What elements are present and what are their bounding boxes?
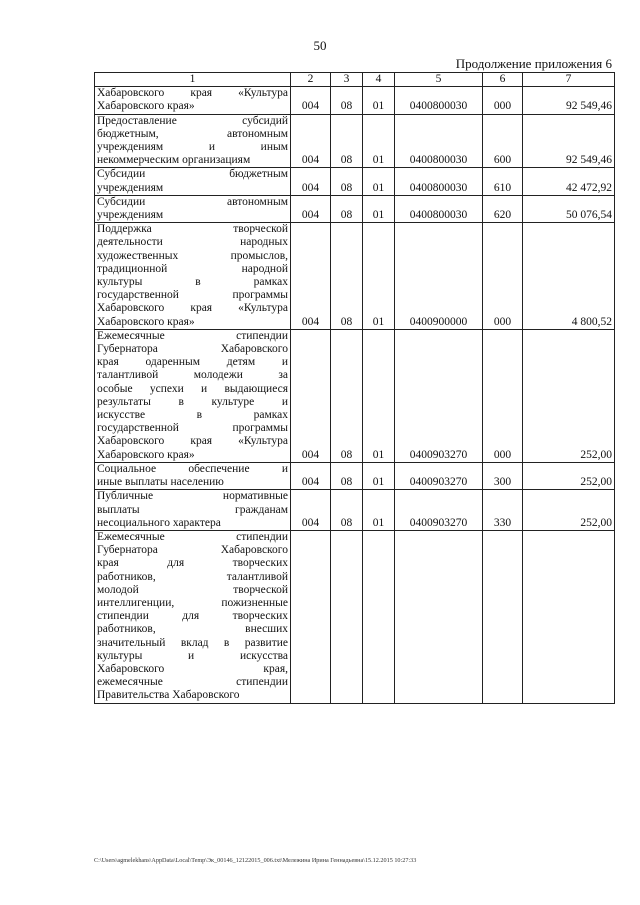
expense-type-cell: 300 <box>483 462 523 489</box>
section-code-cell: 08 <box>331 195 363 222</box>
target-article-cell: 0400800030 <box>395 114 483 168</box>
amount-cell <box>523 530 615 703</box>
expense-name-line: культуры и искусства <box>97 649 288 662</box>
column-header-7: 7 <box>523 73 615 87</box>
amount-cell: 92 549,46 <box>523 87 615 114</box>
expense-type-cell: 610 <box>483 168 523 195</box>
expense-name-line: деятельности народных <box>97 236 288 249</box>
ministry-code-cell: 004 <box>291 329 331 462</box>
expense-name-line: Социальное обеспечение и <box>97 462 288 475</box>
subsection-code-cell: 01 <box>363 462 395 489</box>
file-path-footer: C:\Users\agmelekhans\AppData\Local\Temp\Эк_00146_12122015_006.txt\Мележина Ирина Геннадьевна\15.12.2015 10:27:33 <box>94 857 417 864</box>
amount-cell: 4 800,52 <box>523 223 615 330</box>
expense-name-line: иные выплаты населению <box>97 476 224 489</box>
table-body <box>95 87 615 703</box>
expense-name-line: выплаты гражданам <box>97 503 288 516</box>
expense-name-line: Губернатора Хабаровского <box>97 343 288 356</box>
table-row <box>95 329 615 462</box>
expense-type-cell <box>483 530 523 703</box>
expense-name-line: результаты в культуре и <box>97 395 288 408</box>
expense-type-cell: 000 <box>483 223 523 330</box>
ministry-code-cell: 004 <box>291 114 331 168</box>
table-row <box>95 195 615 222</box>
expense-name-line: работников, талантливой <box>97 570 288 583</box>
expense-name-line: Ежемесячные стипендии <box>97 329 288 342</box>
table-row <box>95 114 615 168</box>
budget-table <box>94 72 615 704</box>
expense-name-line: края одаренным детям и <box>97 356 288 369</box>
ministry-code-cell: 004 <box>291 87 331 114</box>
expense-name-line: государственной программы <box>97 422 288 435</box>
amount-cell: 252,00 <box>523 490 615 531</box>
expense-name-line: интеллигенции, пожизненные <box>97 596 288 609</box>
table-header-row <box>95 73 615 87</box>
expense-name-line: учреждениям <box>97 209 164 222</box>
target-article-cell: 0400800030 <box>395 168 483 195</box>
expense-name-line: художественных промыслов, <box>97 249 288 262</box>
expense-name-line: Хабаровского края «Культура <box>97 87 288 100</box>
subsection-code-cell: 01 <box>363 490 395 531</box>
section-code-cell: 08 <box>331 329 363 462</box>
amount-cell: 252,00 <box>523 329 615 462</box>
expense-name-line: Хабаровского края, <box>97 662 288 675</box>
expense-name-cell <box>95 462 291 489</box>
expense-name-cell <box>95 195 291 222</box>
ministry-code-cell: 004 <box>291 195 331 222</box>
target-article-cell: 0400800030 <box>395 87 483 114</box>
expense-type-cell: 600 <box>483 114 523 168</box>
amount-cell: 42 472,92 <box>523 168 615 195</box>
section-code-cell: 08 <box>331 462 363 489</box>
expense-name-line: Поддержка творческой <box>97 223 288 236</box>
expense-name-line: учреждениям и иным <box>97 141 288 154</box>
expense-name-line: Предоставление субсидий <box>97 114 288 127</box>
section-code-cell <box>331 530 363 703</box>
ministry-code-cell <box>291 530 331 703</box>
expense-name-line: Хабаровского края» <box>97 448 195 461</box>
expense-name-line: Правительства Хабаровского <box>97 689 240 702</box>
expense-name-line: учреждениям <box>97 181 164 194</box>
table-row <box>95 530 615 703</box>
subsection-code-cell: 01 <box>363 114 395 168</box>
column-header-3: 3 <box>331 73 363 87</box>
table-row <box>95 87 615 114</box>
expense-name-line: Субсидии автономным <box>97 195 288 208</box>
expense-name-line: культуры в рамках <box>97 276 288 289</box>
section-code-cell: 08 <box>331 114 363 168</box>
subsection-code-cell <box>363 530 395 703</box>
expense-name-line: Губернатора Хабаровского <box>97 544 288 557</box>
expense-name-line: талантливой молодежи за <box>97 369 288 382</box>
column-header-5: 5 <box>395 73 483 87</box>
expense-name-line: края для творческих <box>97 557 288 570</box>
expense-name-cell <box>95 530 291 703</box>
column-header-6: 6 <box>483 73 523 87</box>
expense-name-cell <box>95 223 291 330</box>
target-article-cell: 0400903270 <box>395 462 483 489</box>
ministry-code-cell: 004 <box>291 462 331 489</box>
target-article-cell: 0400903270 <box>395 490 483 531</box>
column-header-2: 2 <box>291 73 331 87</box>
expense-name-cell <box>95 87 291 114</box>
expense-name-line: Хабаровского края» <box>97 100 195 113</box>
expense-name-line: Хабаровского края» <box>97 315 195 328</box>
expense-name-line: стипендии для творческих <box>97 610 288 623</box>
subsection-code-cell: 01 <box>363 329 395 462</box>
amount-cell: 252,00 <box>523 462 615 489</box>
expense-name-line: искусстве в рамках <box>97 409 288 422</box>
amount-cell: 92 549,46 <box>523 114 615 168</box>
expense-name-line: некоммерческим организациям <box>97 154 251 167</box>
section-code-cell: 08 <box>331 490 363 531</box>
ministry-code-cell: 004 <box>291 490 331 531</box>
expense-name-line: Публичные нормативные <box>97 490 288 503</box>
subsection-code-cell: 01 <box>363 168 395 195</box>
appendix-continuation-label: Продолжение приложения 6 <box>455 56 612 71</box>
expense-name-line: несоциального характера <box>97 516 221 529</box>
expense-name-cell <box>95 329 291 462</box>
column-header-1: 1 <box>95 73 291 87</box>
expense-name-line: ежемесячные стипендии <box>97 676 288 689</box>
table-row <box>95 462 615 489</box>
subsection-code-cell: 01 <box>363 223 395 330</box>
expense-type-cell: 620 <box>483 195 523 222</box>
page-number: 50 <box>313 38 327 53</box>
expense-type-cell: 000 <box>483 87 523 114</box>
amount-cell: 50 076,54 <box>523 195 615 222</box>
expense-name-cell <box>95 490 291 531</box>
expense-name-line: Хабаровского края «Культура <box>97 435 288 448</box>
expense-name-line: Хабаровского края «Культура <box>97 302 288 315</box>
table-row <box>95 490 615 531</box>
target-article-cell: 0400903270 <box>395 329 483 462</box>
target-article-cell: 0400800030 <box>395 195 483 222</box>
expense-type-cell: 330 <box>483 490 523 531</box>
expense-name-line: традиционной народной <box>97 262 288 275</box>
ministry-code-cell: 004 <box>291 168 331 195</box>
subsection-code-cell: 01 <box>363 87 395 114</box>
section-code-cell: 08 <box>331 87 363 114</box>
expense-name-line: значительный вклад в развитие <box>97 636 288 649</box>
expense-name-line: молодой творческой <box>97 583 288 596</box>
section-code-cell: 08 <box>331 223 363 330</box>
expense-name-line: бюджетным, автономным <box>97 127 288 140</box>
subsection-code-cell: 01 <box>363 195 395 222</box>
expense-name-line: работников, внесших <box>97 623 288 636</box>
table-row <box>95 168 615 195</box>
expense-name-line: особые успехи и выдающиеся <box>97 382 288 395</box>
table-row <box>95 223 615 330</box>
expense-name-cell <box>95 114 291 168</box>
column-header-4: 4 <box>363 73 395 87</box>
expense-name-line: Ежемесячные стипендии <box>97 530 288 543</box>
target-article-cell <box>395 530 483 703</box>
expense-type-cell: 000 <box>483 329 523 462</box>
section-code-cell: 08 <box>331 168 363 195</box>
expense-name-line: государственной программы <box>97 289 288 302</box>
expense-name-line: Субсидии бюджетным <box>97 168 288 181</box>
expense-name-cell <box>95 168 291 195</box>
target-article-cell: 0400900000 <box>395 223 483 330</box>
ministry-code-cell: 004 <box>291 223 331 330</box>
